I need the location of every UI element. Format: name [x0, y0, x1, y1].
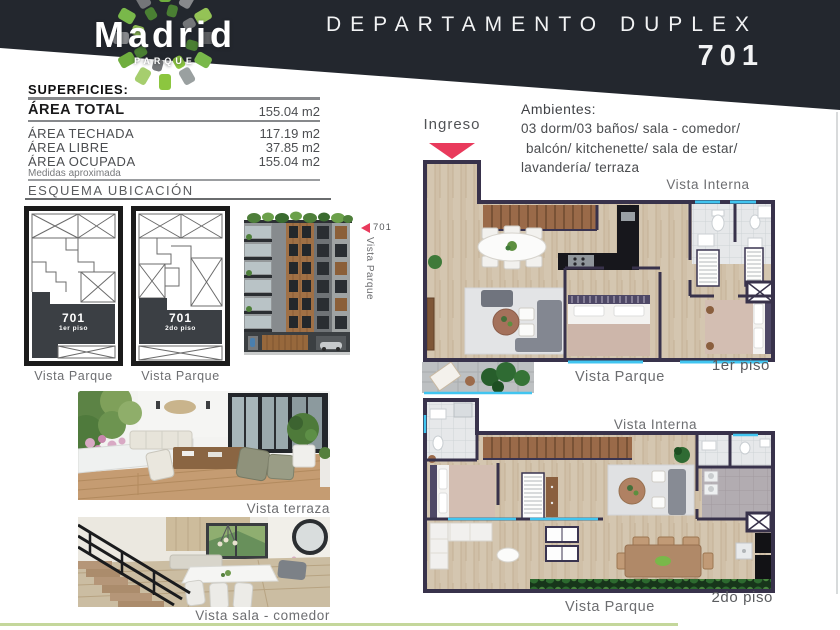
area-row-label: ÁREA LIBRE: [28, 140, 109, 155]
measures-note: Medidas aproximada: [28, 168, 121, 179]
building-elevation: [236, 206, 362, 368]
area-row-value: 117.19 m2: [259, 126, 320, 141]
logo-subtitle: PARQUE: [134, 56, 196, 66]
location-schematic-floor1: [24, 206, 123, 366]
plan1-floor-label: 1er piso: [711, 357, 770, 374]
stairs: [483, 437, 632, 459]
plan2-vista-parque-label: Vista Parque: [565, 599, 655, 615]
unit-marker-label: 701: [373, 222, 392, 233]
esquema-heading: ESQUEMA UBICACIÓN: [28, 183, 194, 198]
schematic-floor-label: 1er piso: [59, 325, 88, 332]
ambientes-line: 03 dorm/03 baños/ sala - comedor/: [521, 121, 741, 136]
photo-caption: Vista terraza: [246, 501, 330, 516]
ambientes-heading: Ambientes:: [521, 101, 597, 117]
divider: [28, 97, 320, 100]
bedroom-1: [568, 295, 650, 356]
schematic-unit-label: 701: [61, 311, 86, 325]
bottom-accent-line: [0, 623, 678, 626]
unit-marker: [361, 222, 392, 233]
divider: [28, 179, 320, 181]
plan1-vista-parque-label: Vista Parque: [575, 369, 665, 385]
area-row-value: 155.04 m2: [258, 154, 320, 169]
dining-table: [478, 226, 546, 269]
unit-number: 701: [697, 40, 764, 72]
unit-marker-arrow-icon: [361, 223, 370, 233]
logo-name: Madrid: [93, 14, 236, 55]
location-schematic-floor2: [131, 206, 230, 366]
photo-caption: Vista sala - comedor: [195, 608, 330, 623]
area-row-value: 37.85 m2: [265, 140, 320, 155]
entry-label: Ingreso: [423, 116, 481, 133]
schematic-caption: Vista Parque: [34, 369, 113, 383]
plan2-floor-label: 2do piso: [711, 589, 773, 606]
entry-arrow-icon: [429, 143, 475, 159]
wardrobe: [522, 473, 558, 519]
schematic-unit-label: 701: [168, 311, 193, 325]
schematic-floor-label: 2do piso: [165, 325, 196, 332]
building-side-label: Vista Parque: [364, 237, 375, 301]
area-row-label: ÁREA OCUPADA: [28, 154, 136, 169]
area-total-label: ÁREA TOTAL: [28, 102, 125, 118]
page-title: DEPARTAMENTO DUPLEX: [325, 13, 758, 36]
balcony: [422, 362, 534, 393]
elevator: [747, 282, 773, 302]
stairs: [483, 205, 597, 230]
ambientes-line: balcón/ kitchenette/ sala de estar/: [526, 141, 738, 156]
plan2-vista-interna-label: Vista Interna: [613, 417, 698, 432]
divider: [28, 120, 320, 122]
ambientes-line: lavandería/ terraza: [521, 160, 640, 175]
terrace-photo: [78, 391, 330, 500]
area-total-value: 155.04 m2: [258, 104, 320, 119]
superficies-heading: SUPERFICIES:: [28, 82, 129, 97]
bedroom-2: [705, 300, 772, 354]
living-room-photo: [78, 517, 330, 607]
area-row-label: ÁREA TECHADA: [28, 126, 135, 141]
divider: [25, 198, 331, 200]
plan1-vista-interna-label: Vista Interna: [666, 177, 750, 192]
right-edge-line: [836, 112, 838, 594]
elevator: [747, 513, 771, 531]
schematic-caption: Vista Parque: [141, 369, 220, 383]
